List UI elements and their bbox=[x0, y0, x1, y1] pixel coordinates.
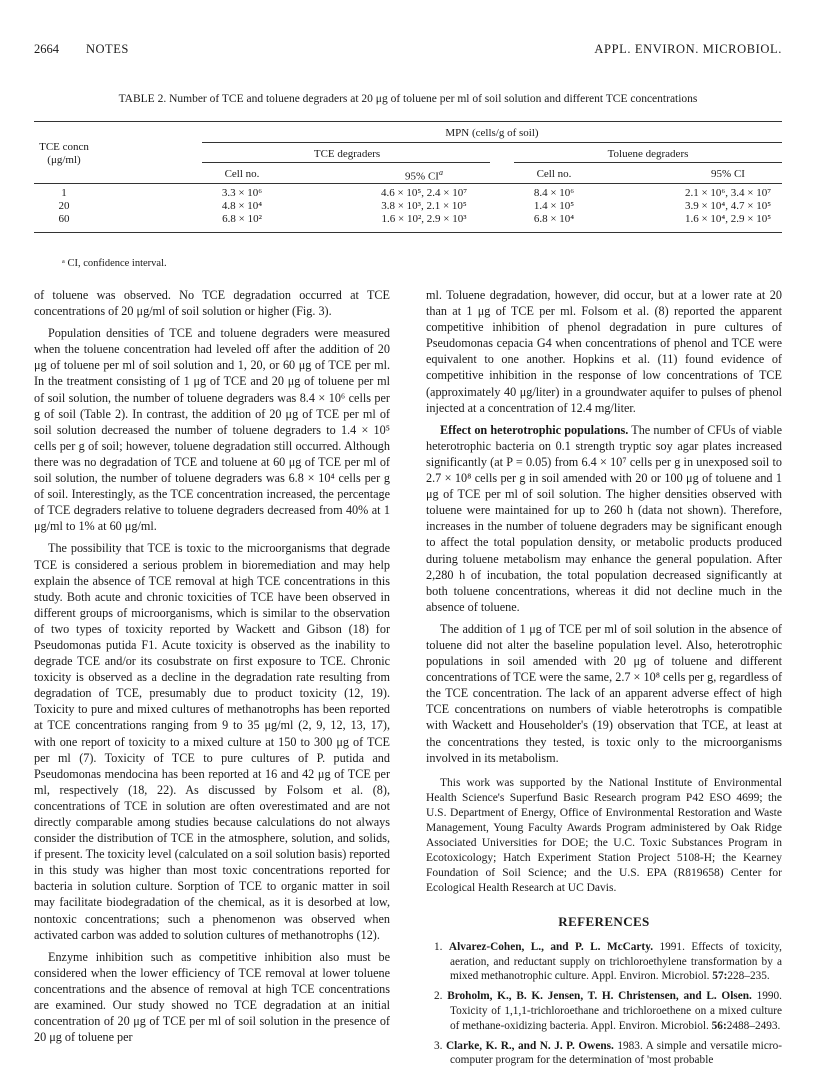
group-header-tce: TCE degraders bbox=[313, 148, 381, 160]
cell-conc: 60 bbox=[58, 213, 70, 225]
col-header-tol-ci: 95% CI bbox=[711, 168, 745, 180]
cell-tce-count: 4.8 × 10⁴ bbox=[221, 200, 263, 212]
group-header-toluene: Toluene degraders bbox=[607, 148, 689, 160]
header-bottom-rule bbox=[34, 183, 782, 184]
cell-tce-ci: 3.8 × 10³, 2.1 × 10⁵ bbox=[381, 200, 467, 212]
table-footnote: ᵃ CI, confidence interval. bbox=[62, 258, 167, 269]
paragraph: ml. Toluene degradation, however, did occur, but at a lower rate at 20 than at 1 μg of TCE per ml. Folsom et al. (8) reported the apparent competitive inhibition of phenol degradation in pure cultures of Pseudomonas cepacia G4 when concentrations of phenol and TCE were equivalent to one another. Hopkins et al. (11) found evidence of competitive inhibition in the response of low concentrations of TCE (approximately 40 μg/liter) in a groundwater aquifer to pulses of phenol injected at a concentration of 12.4 mg/liter. bbox=[426, 288, 782, 415]
cell-tol-count: 8.4 × 10⁶ bbox=[533, 187, 575, 199]
stub-header-1: TCE concn bbox=[39, 141, 89, 153]
cell-tce-count: 3.3 × 10⁶ bbox=[221, 187, 263, 199]
cell-tol-count: 1.4 × 10⁵ bbox=[533, 200, 575, 212]
cell-tce-ci: 1.6 × 10², 2.9 × 10³ bbox=[381, 213, 467, 225]
cell-tol-ci: 3.9 × 10⁴, 4.7 × 10⁵ bbox=[684, 200, 772, 212]
reference-list bbox=[426, 940, 782, 1068]
table-top-rule bbox=[34, 121, 782, 122]
footnote-marker: a bbox=[438, 168, 443, 177]
cell-conc: 20 bbox=[58, 200, 70, 212]
right-column bbox=[426, 287, 782, 1073]
stub-header-2: (μg/ml) bbox=[47, 154, 81, 166]
col-header-tce-ci: 95% $CI^a$ bbox=[405, 168, 443, 183]
cell-tol-ci: 2.1 × 10⁶, 3.4 × 10⁷ bbox=[684, 187, 772, 199]
cell-tol-count: 6.8 × 10⁴ bbox=[533, 213, 575, 225]
group-rule-toluene bbox=[514, 162, 782, 163]
cell-tol-ci: 1.6 × 10⁴, 2.9 × 10⁵ bbox=[684, 213, 772, 225]
group-rule-tce bbox=[202, 162, 490, 163]
table-bottom-rule bbox=[34, 232, 782, 233]
acknowledgment: This work was supported by the National Institute of Environmental Health Science's Superfund Basic Research program P42 ESO 4699; the U.S. Department of Energy, Office of Environmental Restoration and Waste Management, Young Faculty Awards Program administered by Oak Ridge Associated Universities for DOE; the U.C. Toxic Substances Program in Ecotoxicology; Hatch Experiment Station Project 5108-H; the Kearney Foundation of Soil Science; and the U.S. EPA (R819658) Center for Ecological Health Research at UC Davis. bbox=[426, 776, 782, 894]
reference-item: 3. Clarke, K. R., and N. J. P. Owens. 1983. A simple and versatile micro-computer program for the determination of 'most probable bbox=[434, 1039, 783, 1067]
cell-conc: 1 bbox=[61, 187, 67, 199]
paragraph: Effect on heterotrophic populations. The number of CFUs of viable heterotrophic bacteria on 0.1 strength tryptic soy agar plates increased significantly (at P = 0.05) from 6.4 × 10⁷ cells per g in unexposed soil to 2.7 × 10⁸ cells per g in soil amended with 20 or 100 μg of toluene and 1 μg of TCE per ml of soil solution. The higher densities observed with toluene were maintained for up to 260 h (data not shown). Therefore, increases in the number of toluene degraders may be significant enough to affect the total population density, or metabolic products produced during toluene metabolism may enhance the general population. After 2,280 h of incubation, the total population decreased significantly at both toluene concentrations, whereas it did not decline much in the absence of toluene. bbox=[426, 422, 783, 614]
col-header-tce-cell: Cell no. bbox=[224, 168, 260, 180]
section-heading: Effect on heterotrophic populations. bbox=[440, 422, 629, 437]
reference-item: 2. Broholm, K., B. K. Jensen, T. H. Christensen, and L. Olsen. 1990. Toxicity of 1,1,1-trichloroethane and trichloroethene on a mixed culture of methane-oxidizing bacteria. Appl. Environ. Microbiol. 56:2488–2493. bbox=[434, 990, 782, 1032]
col-header-tol-cell: Cell no. bbox=[536, 168, 572, 180]
paragraph: Population densities of TCE and toluene degraders were measured when the toluene concentration had leveled off after the addition of 20 μg of toluene per ml of soil solution and 1, 20, or 60 μg of TCE per ml. In the treatment consisting of 1 μg of TCE and 20 μg of toluene per ml of soil solution, the number of toluene degraders was 8.4 × 10⁶ cells per g of soil (Table 2). In contrast, the addition of 20 μg of TCE per ml of soil solution decreased the number of toluene degraders to 1.4 × 10⁵ cells per g of soil; however, toluene degradation still occurred. Although there was no degradation of TCE and toluene at 60 μg of TCE per ml of soil solution, the number of toluene degraders was 6.8 × 10⁴ cells per g of soil. Interestingly, as the TCE concentration increased, the percentage of TCE degraders relative to toluene degraders decreased from 40% at 1 μg/ml to 1% at 60 μg/ml. bbox=[34, 326, 390, 534]
paragraph: The addition of 1 μg of TCE per ml of soil solution in the absence of toluene did not alter the baseline population level. Also, heterotrophic populations in soil amended with 20 μg of toluene and different concentrations of TCE were the same, 2.7 × 10⁸ cells per g, regardless of the TCE concentration. The lack of an apparent adverse effect of high TCE concentrations on numbers of viable heterotrophs is compatible with Wackett and Householder's (19) observation that TCE, at least at the concentrations they tested, is toxic only to the microorganisms involved in its metabolism. bbox=[426, 621, 782, 765]
paragraph: Enzyme inhibition such as competitive inhibition also must be considered when the lower efficiency of TCE removal at lower toluene concentrations and the absence of removal at high TCE concentrations are examined. Our study showed no TCE degradation at an initial concentration of 20 μg of TCE per ml of soil solution in the presence of 20 μg of toluene per bbox=[34, 949, 390, 1045]
left-column bbox=[34, 287, 390, 1051]
cell-tce-count: 6.8 × 10² bbox=[222, 213, 262, 225]
spanner-header: MPN (cells/g of soil) bbox=[445, 127, 539, 139]
table-caption: TABLE 2. Number of TCE and toluene degraders at 20 μg of toluene per ml of soil solution and different TCE concentrations bbox=[118, 93, 698, 105]
journal-name: APPL. ENVIRON. MICROBIOL. bbox=[594, 42, 782, 56]
references-heading: REFERENCES bbox=[558, 913, 650, 929]
paragraph: of toluene was observed. No TCE degradation occurred at TCE concentrations of 20 μg/ml of soil solution or higher (Fig. 3). bbox=[34, 288, 390, 319]
paragraph: The possibility that TCE is toxic to the microorganisms that degrade TCE is considered a serious problem in bioremediation and may help explain the absence of TCE removal at high TCE concentrations in this study. Both acute and chronic toxicities of TCE have been observed in different groups of microorganisms, which is similar to the observation of two types of toxicity reported by Wackett and Gibson (18) for Pseudomonas putida F1. Acute toxicity is observed as the inability to degrade TCE and/or its cosubstrate on first exposure to TCE. Chronic toxicity is observed as a decline in the degradation rate resulting from degradation of TCE, presumably due to product toxicity (12, 19). Toxicity to pure and mixed cultures of methanotrophs has been reported at TCE concentrations ranging from 9 to 35 μg/ml (2, 9, 12, 13, 17), with one report of toxicity to a mixed culture at 150 to 300 μg of TCE per ml (7). Toxicity of TCE to pure cultures of P. putida and Pseudomonas mendocina has been reported at 16 and 42 μg of TCE per ml, respectively (18, 22). As discussed by Folsom et al. (8), concentrations of TCE in solution are often overestimated and are not directly comparable among studies because calculations do not always consider the distribution of TCE in the atmosphere, solution, and solids, if present. The toxicity level (calculated on a soil solution basis) reported in this study was higher than most toxic concentrations reported for bacteria in solution culture. Sorption of TCE to organic matter in soil may facilitate biodegradation of the chemical, as it is desorbed at low, nontoxic concentrations; such a phenomenon was observed when activated carbon was added to solution cultures of methanotrophs (12). bbox=[34, 541, 390, 942]
page-number: 2664 bbox=[34, 42, 59, 56]
spanner-rule bbox=[202, 142, 782, 143]
running-header bbox=[34, 42, 782, 58]
cell-tce-ci: 4.6 × 10⁵, 2.4 × 10⁷ bbox=[380, 187, 468, 199]
reference-item: 1. Alvarez-Cohen, L., and P. L. McCarty. 1991. Effects of toxicity, aeration, and reductant supply on trichloroethylene transformation by a mixed methanotrophic culture. Appl. Environ. Microbiol. 57:228–235. bbox=[434, 940, 782, 983]
section-label: NOTES bbox=[86, 42, 129, 56]
